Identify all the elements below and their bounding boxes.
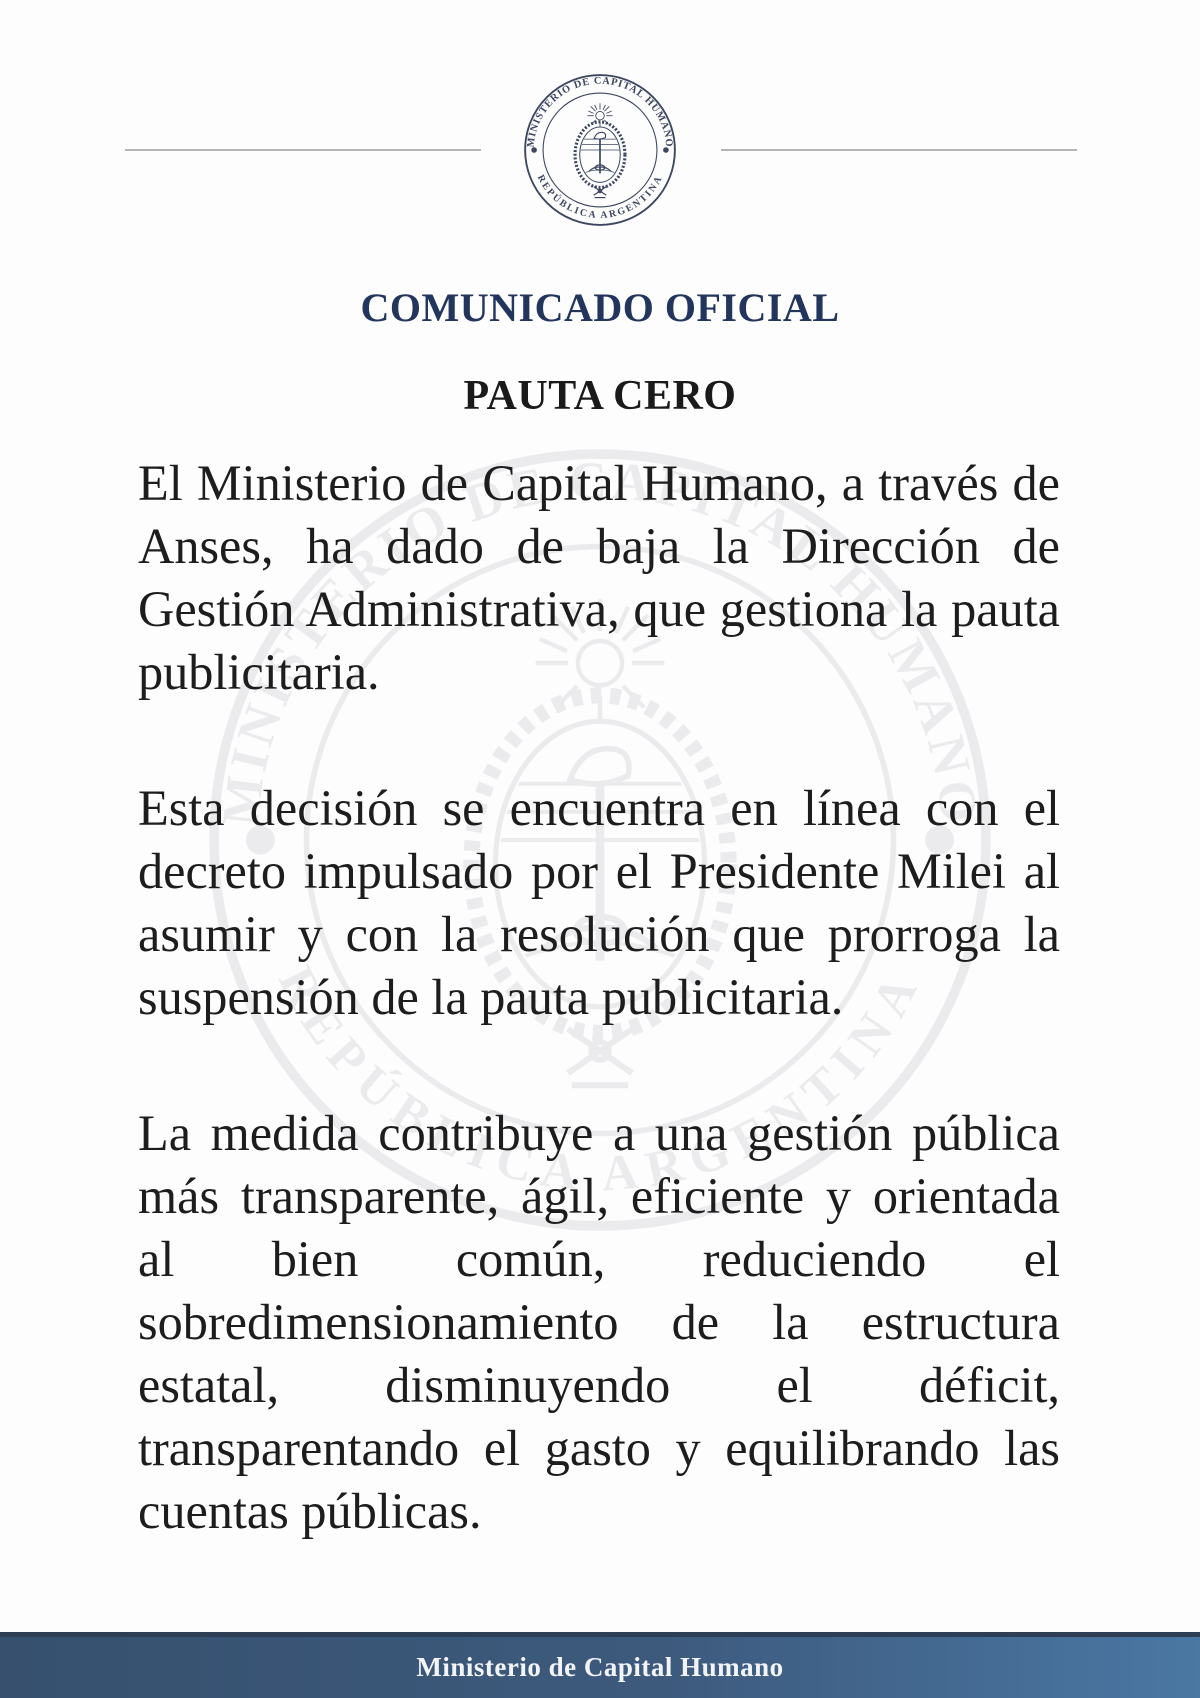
paragraph-3: La medida contribuye a una gestión pública más transparente, ágil, eficiente y orientada al bien común, reduciendo el sobredimensionamiento de la estructura estatal, disminuyendo el déficit, transparentando el gasto y equilibrando las cuentas públicas. xyxy=(138,1105,1060,1539)
footer-ministry-label: Ministerio de Capital Humano xyxy=(416,1652,784,1682)
ministry-seal xyxy=(522,72,678,228)
header-rule-left xyxy=(125,149,481,151)
footer-bar xyxy=(0,1632,1200,1698)
paragraph-2: Esta decisión se encuentra en línea con el decreto impulsado por el Presidente Milei al asumir y con la resolución que prorroga la suspensión de la pauta publicitaria. xyxy=(138,780,1060,1025)
header-rule-right xyxy=(721,149,1077,151)
body-copy xyxy=(138,452,1060,1543)
paragraph-1: El Ministerio de Capital Humano, a través de Anses, ha dado de baja la Dirección de Gestión Administrativa, que gestiona la pauta publicitaria. xyxy=(138,455,1060,700)
comunicado-heading: COMUNICADO OFICIAL xyxy=(360,285,840,330)
page-title: PAUTA CERO xyxy=(463,373,737,419)
